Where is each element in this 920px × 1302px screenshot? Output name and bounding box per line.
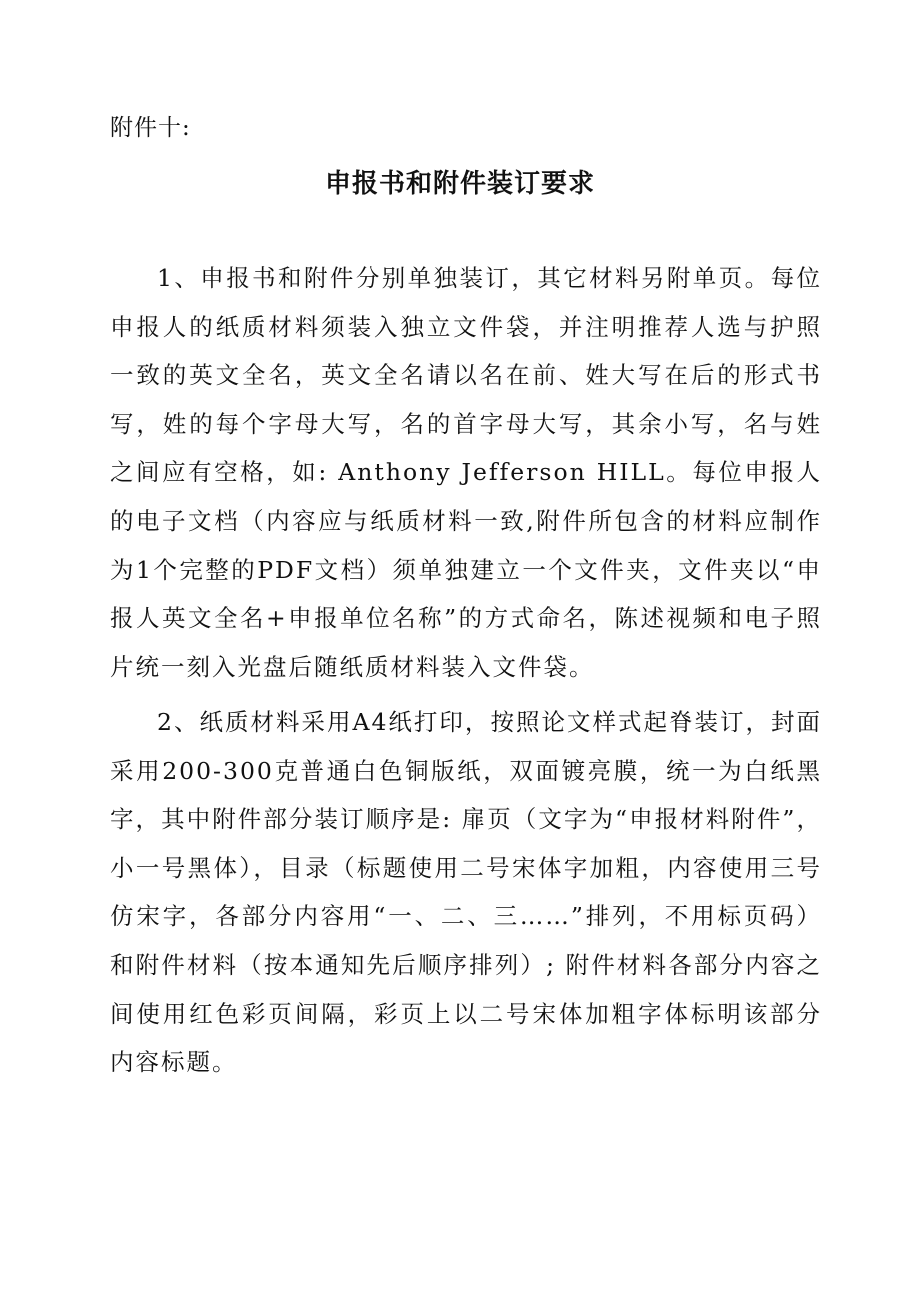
paragraph-printing-requirements: 2、纸质材料采用A4纸打印，按照论文样式起脊装订，封面采用200-300克普通白色铜版纸，双面镀亮膜，统一为白纸黑字，其中附件部分装订顺序是: 扉页（文字为“申报材料附件”，小一号黑体），目录（标题使用二号宋体字加粗，内容使用三号仿宋字，各部分内容用“一、二、三……”排列，不用标页码）和附件材料（按本通知先后顺序排列）; 附件材料各部分内容之间使用红色彩页间隔，彩页上以二号宋体加粗字体标明该部分内容标题。	[110, 708, 822, 1077]
paragraph-binding-requirements: 1、申报书和附件分别单独装订，其它材料另附单页。每位申报人的纸质材料须装入独立文件袋，并注明推荐人选与护照一致的英文全名，英文全名请以名在前、姓大写在后的形式书写，姓的每个字母大写，名的首字母大写，其余小写，名与姓之间应有空格，如: Anthony Jefferson HILL。每位申报人的电子文档（内容应与纸质材料一致,附件所包含的材料应制作为1个完整的PDF文档）须单独建立一个文件夹，文件夹以“申报人英文全名+申报单位名称”的方式命名，陈述视频和电子照片统一刻入光盘后随纸质材料装入文件袋。	[110, 264, 822, 681]
annex-label: 附件十:	[110, 115, 191, 141]
document-title: 申报书和附件装订要求	[324, 169, 595, 199]
